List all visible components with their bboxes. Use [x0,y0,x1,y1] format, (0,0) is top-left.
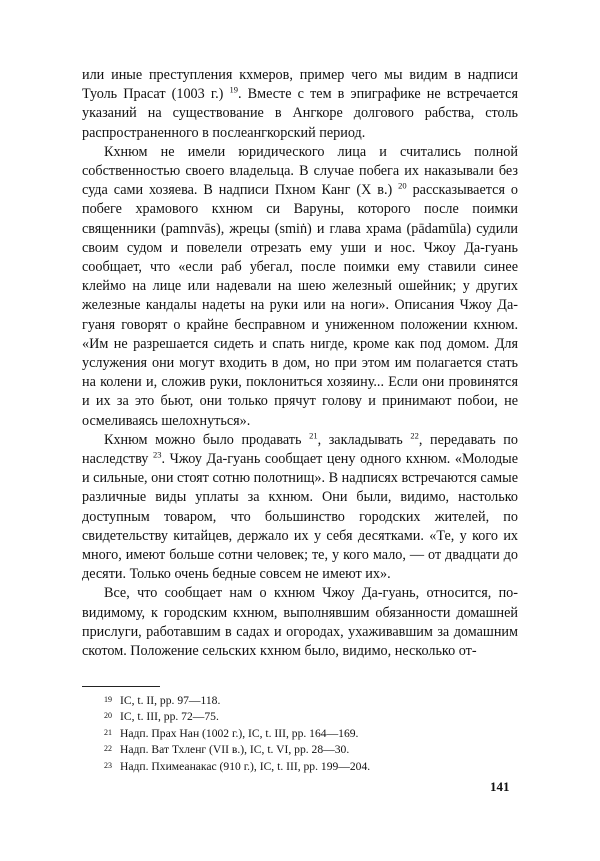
footnotes [104,692,504,774]
paragraph [82,66,518,143]
footnote-number: 21 [104,727,112,737]
footnote-number: 22 [104,744,112,754]
main-text [82,66,518,661]
paragraph [82,431,518,585]
text-run: Кхнюм можно было продавать [104,431,310,448]
footnote-ref: 23 [153,449,162,460]
footnote [104,741,504,757]
footnote [104,708,504,724]
text-run: . Чжоу Да-гуань сообщает цену одного кхнюм. «Молодые и сильные, они стоят сотню полотнищ». В надписях встречаются самые различные виды уплаты за кхнюм. Они были, видимо, настолько доступным товаром, что большинство городских жителей, по свидетельству китайцев, держало их у себя десятками. «Те, у кого их много, имеют больше сотни человек; те, у кого мало, — от двадцати до десяти. Только очень бедные совсем не имеют их». [82,451,518,583]
paragraph [82,584,518,661]
footnote-number: 19 [104,695,112,704]
page-number: 141 [490,779,510,794]
footnote [104,725,504,741]
footnote-ref: 22 [410,430,419,441]
text-run: , передавать по наследству [82,431,518,468]
footnote-ref: 20 [398,180,407,191]
text-run: рассказывается о побеге храмового кхнюм си Варуны, которого после поимки священники (pamnvās), жрецы (smiṅ) и глава храма (pādamūla) судили своим судом и повелели отрезать ему уши и нос. Чжоу Да-гуань сообщает, что «если раб убегал, после поимки ему ставили синее клеймо на лице или надевали на шею железный ошейник; у других железные кандалы надеты на руки или на ноги». Описания Чжоу Да-гуаня говорят о крайне бесправном и униженном положении кхнюм. «Им не разрешается сидеть и спать нигде, кроме как под домом. Для услужения они могут входить в дом, но при этом им полагается стать на колени и, сложив руки, поклониться хозяину... Если они провинятся и их за это бьют, они только прячут голову и принимают побои, не осмеливаясь шелохнуться». [82,182,518,429]
text-run: или иные преступления кхмеров, пример чего мы видим в надписи Туоль Прасат (1003 г.) [82,67,518,103]
text-run: Все, что сообщает нам о кхнюм Чжоу Да-гуань, относится, по-видимому, к городским кхнюм, выполнявшим обязанности домашней прислуги, работавшим в садах и огородах, ухаживавшим за домашним скотом. Положение сельских кхнюм было, видимо, несколько от- [82,585,518,660]
footnote-text: IC, t. III, pp. 72—75. [120,710,219,724]
footnote-number: 23 [104,760,112,770]
footnote [104,758,504,774]
text-run: , закладывать [317,431,411,448]
paragraph [82,143,518,431]
footnote-text: Надп. Прах Нан (1002 г.), IC, t. III, pp. 164—169. [120,726,359,740]
footnote-separator [82,686,160,687]
text-run: . Вместе с тем в эпиграфике не встречается указаний на существование в Ангкоре долгового рабства, столь распространенного в послеангкорский период. [82,86,518,141]
footnote [104,692,504,708]
footnote-text: Надп. Пхимеанакас (910 г.), IC, t. III, pp. 199—204. [120,759,371,773]
text-run: Кхнюм не имели юридического лица и считались полной собственностью своего владельца. В случае побега их наказывали без суда сами хозяева. В надписи Пхном Канг (X в.) [82,143,518,199]
footnote-text: Надп. Ват Тхленг (VII в.), IC, t. VI, pp. 28—30. [120,743,350,757]
footnote-ref: 19 [229,84,238,95]
footnote-number: 20 [104,711,112,721]
footnote-text: IC, t. II, pp. 97—118. [120,694,221,707]
footnote-ref: 21 [309,430,318,441]
